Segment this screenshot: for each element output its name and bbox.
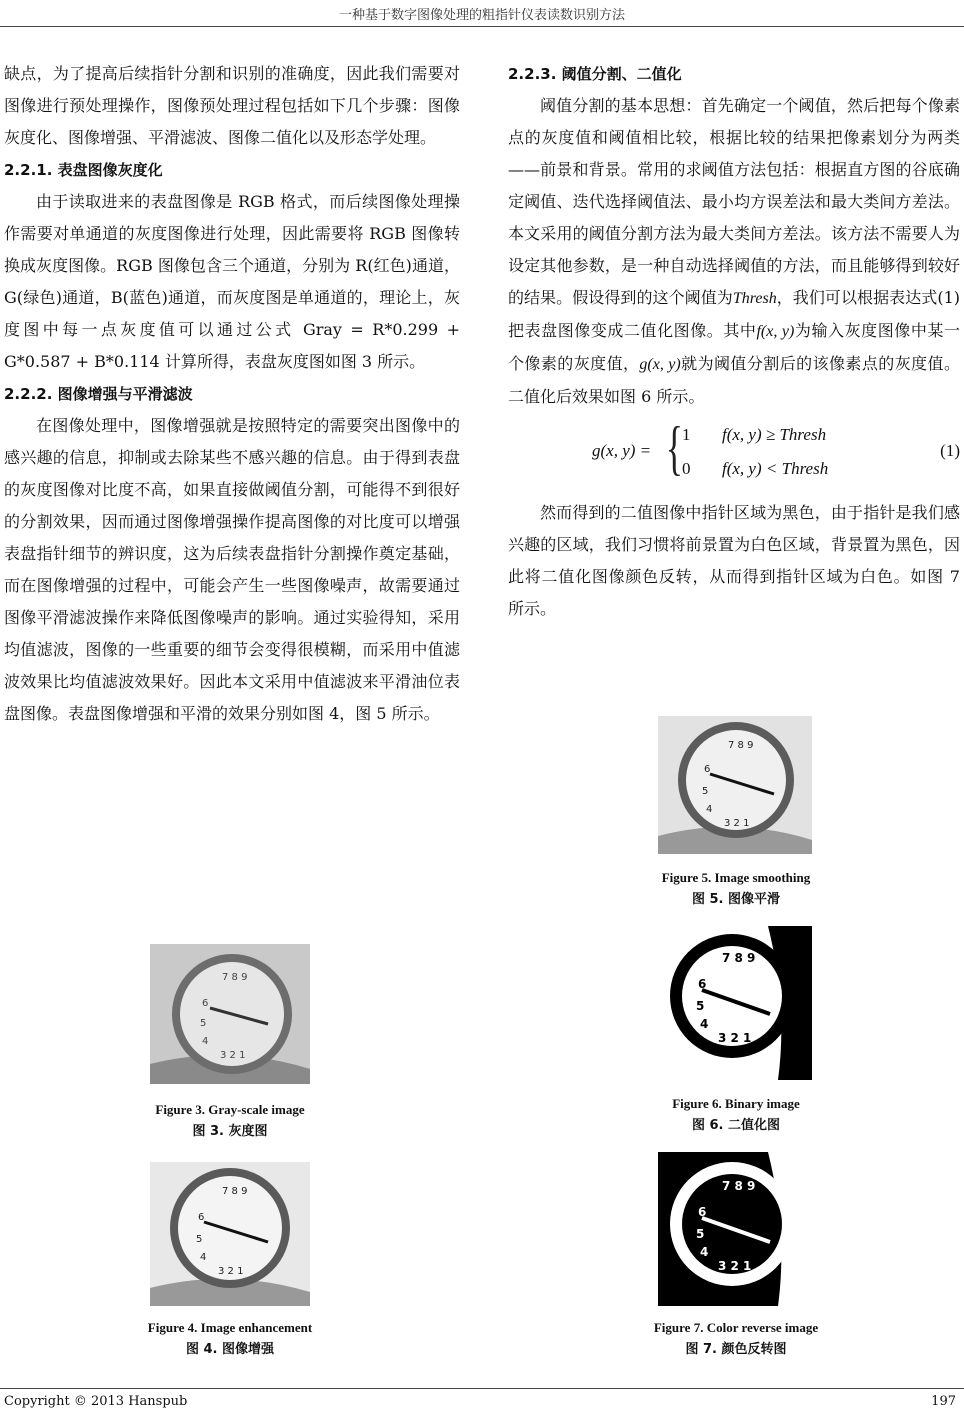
svg-text:6: 6 — [202, 998, 209, 1009]
equation-number: (1) — [940, 441, 960, 460]
right-column — [508, 58, 960, 625]
section-2-2-2-body: 在图像处理中，图像增强就是按照特定的需要突出图像中的感兴趣的信息，抑制或去除某些不感兴趣的信息。由于得到表盘的灰度图像对比度不高，如果直接做阈值分割，可能得不到很好的分割效果，因而通过图像增强操作提高图像的对比度可以增强表盘指针细节的辨识度，这为后续表盘指针分割操作奠定基础，而在图像增强的过程中，可能会产生一些图像噪声，故需要通过图像平滑滤波操作来降低图像噪声的影响。通过实验得知，采用均值滤波，图像的一些重要的细节会变得很模糊，而采用中值滤波效果比均值滤波效果好。因此本文采用中值滤波来平滑油位表盘图像。表盘图像增强和平滑的效果分别如图 4，图 5 所示。 — [4, 416, 460, 723]
equation-case-2 — [682, 459, 828, 479]
svg-text:3 2 1: 3 2 1 — [724, 818, 750, 829]
equation-1 — [508, 415, 960, 485]
figure-3-image — [150, 944, 310, 1084]
figure-5-image — [658, 716, 812, 854]
svg-text:7 8 9: 7 8 9 — [722, 1179, 756, 1193]
figure-7-image — [658, 1152, 812, 1306]
svg-text:5: 5 — [200, 1018, 207, 1029]
svg-text:6: 6 — [704, 764, 711, 775]
thresh-symbol: Thresh — [732, 290, 777, 307]
section-2-2-1-title: 2.2.1. 表盘图像灰度化 — [4, 161, 163, 179]
case-2-condition: f(x, y) < Thresh — [722, 459, 829, 478]
equation-lhs: g(x, y) = — [592, 441, 652, 460]
case-1-condition: f(x, y) ≥ Thresh — [722, 425, 827, 444]
figure-7-caption-en: Figure 7. Color reverse image — [653, 1320, 819, 1335]
svg-text:6: 6 — [698, 1205, 707, 1219]
svg-text:7 8 9: 7 8 9 — [728, 740, 754, 751]
body-text: ，我们可以根据表达式(1)把表盘图像变成二值化图像。其中 — [508, 288, 960, 340]
equation-brace: { — [665, 415, 684, 481]
gauge-dial-icon — [658, 926, 812, 1080]
svg-text:4: 4 — [700, 1245, 709, 1259]
f-xy-symbol: f(x, y) — [756, 323, 795, 340]
header-rule — [0, 26, 964, 27]
figure-6-image — [658, 926, 812, 1080]
figure-5-caption-en: Figure 5. Image smoothing — [661, 870, 811, 885]
svg-text:3 2 1: 3 2 1 — [220, 1050, 246, 1061]
figure-4-caption-zh: 图 4. 图像增强 — [185, 1342, 275, 1357]
intro-paragraph: 缺点，为了提高后续指针分割和识别的准确度，因此我们需要对图像进行预处理操作，图像预处理过程包括如下几个步骤：图像灰度化、图像增强、平滑滤波、图像二值化以及形态学处理。 — [4, 64, 460, 147]
svg-text:7 8 9: 7 8 9 — [722, 951, 756, 965]
svg-text:3 2 1: 3 2 1 — [718, 1259, 752, 1273]
running-header: 一种基于数字图像处理的粗指针仪表读数识别方法 — [338, 8, 625, 23]
figure-7-caption-zh: 图 7. 颜色反转图 — [685, 1342, 787, 1357]
figure-5-caption-zh: 图 5. 图像平滑 — [691, 892, 781, 907]
svg-text:5: 5 — [702, 786, 709, 797]
equation-case-1 — [682, 425, 826, 445]
svg-text:3 2 1: 3 2 1 — [218, 1266, 244, 1277]
body-text: 就为阈值分割后的该像素点的灰度值。二值化后效果如图 6 所示。 — [508, 354, 960, 406]
g-xy-symbol: g(x, y) — [639, 356, 681, 373]
gauge-dial-icon — [658, 716, 812, 854]
figure-3-caption-en: Figure 3. Gray-scale image — [155, 1102, 305, 1117]
section-2-2-3-body-continued: 然而得到的二值图像中指针区域为黑色，由于指针是我们感兴趣的区域，我们习惯将前景置为白色区域，背景置为黑色，因此将二值化图像颜色反转，从而得到指针区域为白色。如图 7 所示。 — [508, 503, 960, 618]
svg-text:3 2 1: 3 2 1 — [718, 1031, 752, 1045]
svg-text:7 8 9: 7 8 9 — [222, 1186, 248, 1197]
svg-text:6: 6 — [698, 977, 707, 991]
svg-text:4: 4 — [706, 804, 713, 815]
svg-text:5: 5 — [696, 1227, 705, 1241]
case-2-value: 0 — [682, 459, 691, 478]
svg-text:4: 4 — [202, 1036, 209, 1047]
svg-text:7 8 9: 7 8 9 — [222, 972, 248, 983]
figure-4-image — [150, 1162, 310, 1306]
section-2-2-3-body — [508, 90, 960, 413]
svg-text:5: 5 — [196, 1234, 203, 1245]
section-2-2-1-body: 由于读取进来的表盘图像是 RGB 格式，而后续图像处理操作需要对单通道的灰度图像进行处理，因此需要将 RGB 图像转换成灰度图像。RGB 图像包含三个通道，分别为 R(红色)通道，G(绿色)通道，B(蓝色)通道，而灰度图是单通道的，理论上，灰度图中每一点灰度值可以通过公式 Gray = R*0.299 + G*0.587 + B*0.114 计算所得，表盘灰度图如图 3 所示。 — [4, 192, 460, 371]
section-2-2-3-title: 2.2.3. 阈值分割、二值化 — [508, 65, 682, 83]
gauge-dial-icon — [150, 1162, 310, 1306]
svg-text:6: 6 — [198, 1212, 205, 1223]
svg-text:4: 4 — [200, 1252, 207, 1263]
figure-6-caption-en: Figure 6. Binary image — [672, 1096, 800, 1111]
figure-6-caption-zh: 图 6. 二值化图 — [691, 1118, 781, 1133]
svg-text:5: 5 — [696, 999, 705, 1013]
svg-text:4: 4 — [700, 1017, 709, 1031]
body-text: 阈值分割的基本思想：首先确定一个阈值，然后把每个像素点的灰度值和阈值相比较，根据比较的结果把像素划分为两类——前景和背景。常用的求阈值方法包括：根据直方图的谷底确定阈值、迭代选择阈值法、最小均方误差法和最大类间方差法。本文采用的阈值分割方法为最大类间方差法。该方法不需要人为设定其他参数，是一种自动选择阈值的方法，而且能够得到较好的结果。假设得到的这个阈值为 — [508, 96, 960, 307]
body-text: 为输入灰度图像中某一个像素的灰度值， — [508, 321, 960, 373]
figure-4-caption-en: Figure 4. Image enhancement — [147, 1320, 313, 1335]
gauge-dial-icon — [150, 944, 310, 1084]
gauge-dial-icon — [658, 1152, 812, 1306]
case-1-value: 1 — [682, 425, 691, 444]
left-column — [4, 58, 460, 730]
copyright-text: Copyright © 2013 Hanspub — [4, 1394, 188, 1409]
page-number: 197 — [931, 1394, 956, 1409]
footer-rule — [0, 1388, 964, 1389]
section-2-2-2-title: 2.2.2. 图像增强与平滑滤波 — [4, 385, 193, 403]
figure-3-caption-zh: 图 3. 灰度图 — [192, 1124, 268, 1139]
